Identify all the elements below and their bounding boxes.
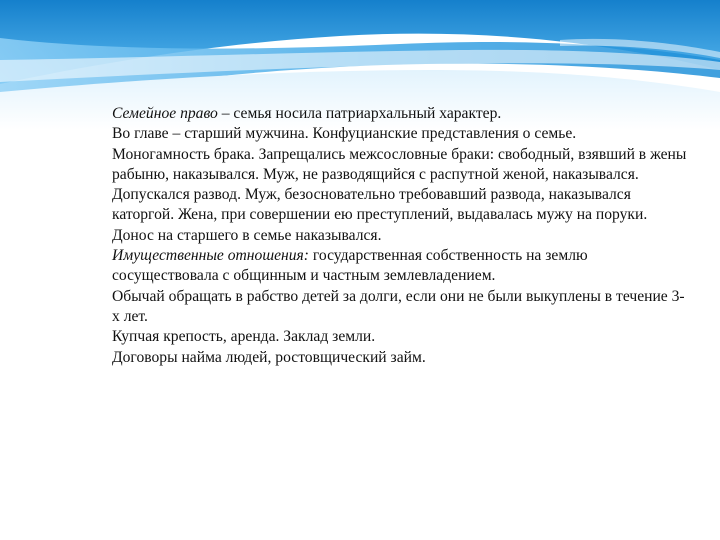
paragraph-denunciation: Донос на старшего в семье наказывался.: [112, 226, 382, 244]
paragraph-monogamy: Моногамность брака. Запрещались межсословные браки: свободный, взявший в жены рабыню, наказывался. Муж, не разводящийся с распутной женой, наказывался.: [112, 145, 687, 183]
slide-body-text: [112, 104, 692, 368]
property-relations-heading: Имущественные отношения:: [112, 247, 309, 265]
paragraph-property-relations: [112, 246, 692, 287]
paragraph-family-law: [112, 104, 692, 124]
paragraph-head-of-family: Во главе – старший мужчина. Конфуцианские представления о семье.: [112, 125, 577, 143]
paragraph-hire-contracts: Договоры найма людей, ростовщический займ.: [112, 348, 426, 366]
family-law-heading: Семейное право: [112, 105, 218, 122]
family-law-text: – семья носила патриархальный характер.: [217, 105, 502, 122]
paragraph-purchase-deed: Купчая крепость, аренда. Заклад земли.: [112, 328, 376, 346]
paragraph-divorce: Допускался развод. Муж, безосновательно требовавший развода, наказывался каторгой. Жена, при совершении ею преступлений, выдавалась мужу на поруки.: [112, 186, 648, 224]
paragraph-debt-slavery: Обычай обращать в рабство детей за долги, если они не были выкуплены в течение 3-х лет.: [112, 287, 685, 325]
property-relations-text: государственная собственность на землю сосуществовала с общинным и частным землевладением.: [112, 247, 588, 285]
